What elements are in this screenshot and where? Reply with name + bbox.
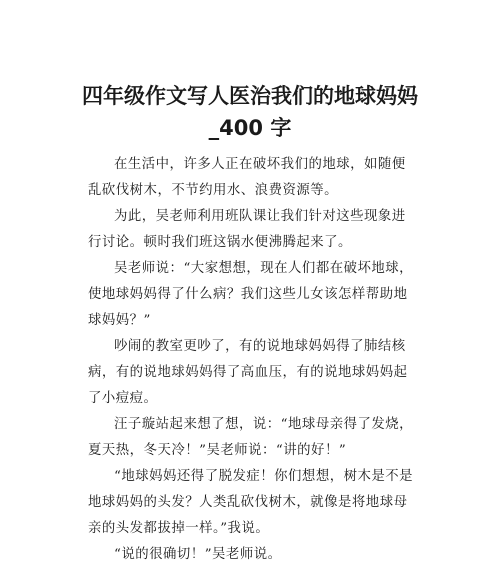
paragraph: “说的很确切！”吴老师说。 <box>114 547 282 562</box>
title-line-1: 四年级作文写人医治我们的地球妈妈 <box>82 84 418 109</box>
paragraph: 为此，吴老师利用班队课让我们针对这些现象进行讨论。顿时我们班这锅水便沸腾起来了。 <box>88 209 406 250</box>
paragraph: 吴老师说：“大家想想，现在人们都在破坏地球，使地球妈妈得了什么病？我们这些儿女该怎样帮助地球妈妈？” <box>88 261 414 328</box>
paragraph: “地球妈妈还得了脱发症！你们想想，树木是不是地球妈妈的头发？人类乱砍伐树木，就像是将地球母亲的头发都拔掉一样。”我说。 <box>88 469 414 536</box>
paragraph: 汪子璇站起来想了想，说：“地球母亲得了发烧，夏天热，冬天冷！”吴老师说：“讲的好！” <box>88 417 414 458</box>
paragraph: 吵闹的教室更吵了，有的说地球妈妈得了肺结核病，有的说地球妈妈得了高血压，有的说地球妈妈起了小痘痘。 <box>88 339 408 406</box>
article-body <box>88 152 418 568</box>
paragraph: 在生活中，许多人正在破坏我们的地球，如随便乱砍伐树木，不节约用水、浪费资源等。 <box>88 157 406 198</box>
page-title <box>60 80 440 144</box>
title-line-2: _400 字 <box>208 116 292 141</box>
